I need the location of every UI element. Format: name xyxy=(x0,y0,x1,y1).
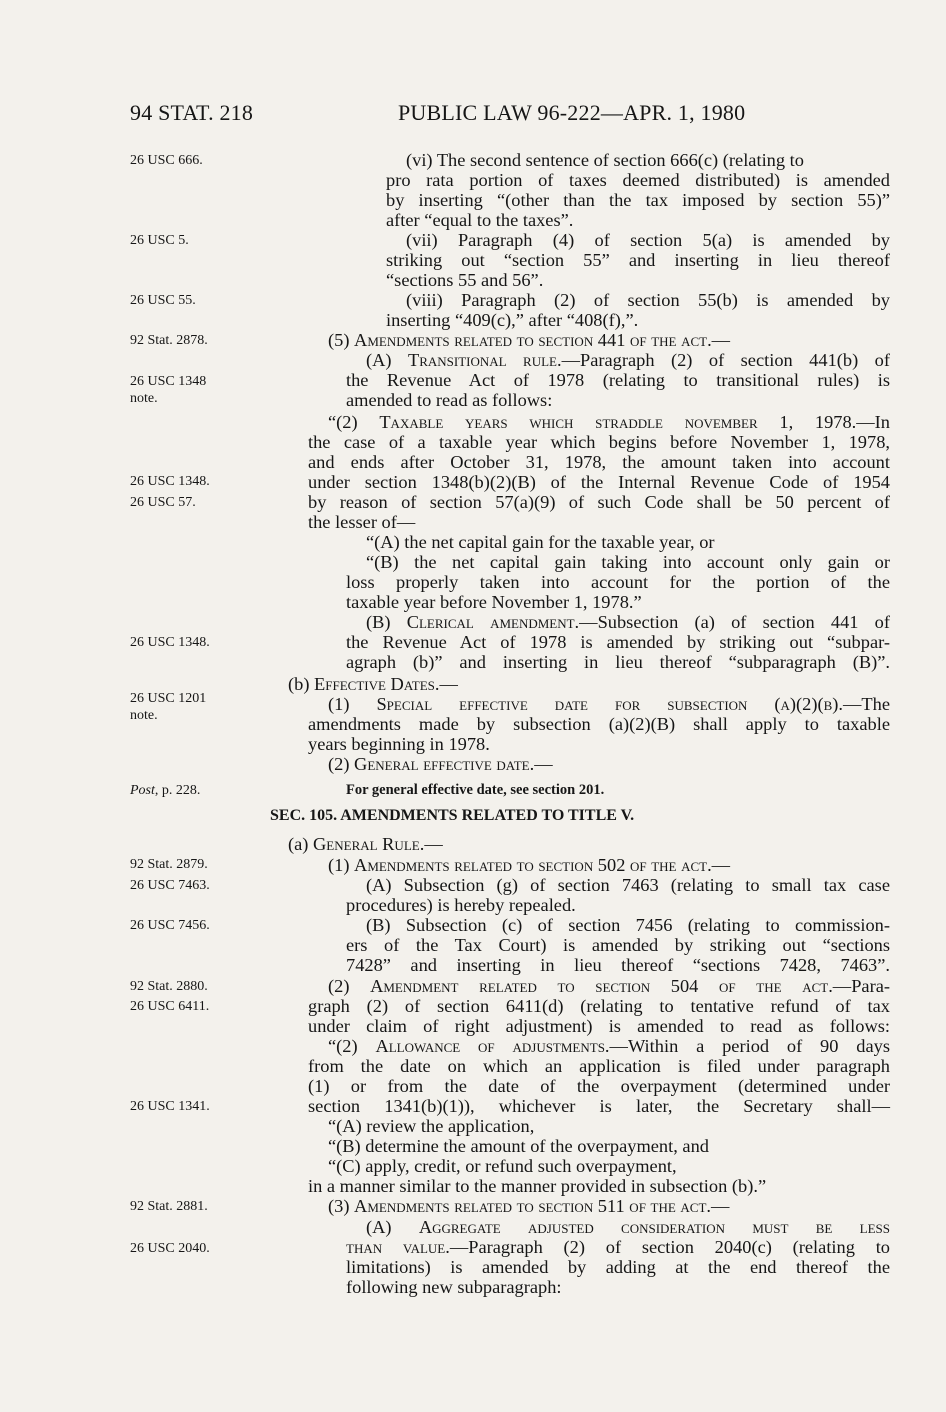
text-line: (A) Transitional rule.—Paragraph (2) of section 441(b) of xyxy=(366,350,890,370)
text-line: under section 1348(b)(2)(B) of the Internal Revenue Code of 1954 xyxy=(308,472,890,492)
margin-note: 92 Stat. 2881. xyxy=(130,1199,208,1214)
text-line: section 1341(b)(1)), whichever is later, the Secretary shall— xyxy=(308,1096,890,1116)
text-line: pro rata portion of taxes deemed distributed) is amended xyxy=(386,170,890,190)
paragraph-heading: (1) Amendments related to section 502 of the act.— xyxy=(328,855,731,875)
text-line: loss properly taken into account for the portion of the xyxy=(346,572,890,592)
margin-note: note. xyxy=(130,708,158,723)
text-line: under claim of right adjustment) is amended to read as follows: xyxy=(308,1016,890,1036)
text-line: years beginning in 1978. xyxy=(308,734,490,754)
section-heading: SEC. 105. AMENDMENTS RELATED TO TITLE V. xyxy=(270,807,635,824)
text-line: (1) or from the date of the overpayment (determined under xyxy=(308,1076,890,1096)
text-line: (A) Aggregate adjusted consideration must be less xyxy=(366,1217,890,1237)
subsection-heading: (b) Effective Dates.— xyxy=(288,674,458,694)
text-line: (B) Clerical amendment.—Subsection (a) of section 441 of xyxy=(366,612,890,632)
text-line: the case of a taxable year which begins before November 1, 1978, xyxy=(308,432,890,452)
margin-note: 26 USC 7456. xyxy=(130,918,210,933)
margin-note: 26 USC 57. xyxy=(130,495,196,510)
text-line: (viii) Paragraph (2) of section 55(b) is amended by xyxy=(406,290,890,310)
paragraph-heading: (5) Amendments related to section 441 of the act.— xyxy=(328,330,731,350)
margin-note: 26 USC 1201 xyxy=(130,691,207,706)
text-line: from the date on which an application is filed under paragraph xyxy=(308,1056,890,1076)
text-line: ers of the Tax Court) is amended by striking out “sections xyxy=(346,935,890,955)
text-line: (1) Special effective date for subsection (a)(2)(b).—The xyxy=(328,694,890,714)
margin-note: 26 USC 55. xyxy=(130,293,196,308)
text-line: following new subparagraph: xyxy=(346,1277,562,1297)
margin-note: 92 Stat. 2880. xyxy=(130,979,208,994)
text-line: taxable year before November 1, 1978.” xyxy=(346,592,642,612)
text-line: “(A) the net capital gain for the taxable year, or xyxy=(366,532,715,552)
text-line: and ends after October 31, 1978, the amount taken into account xyxy=(308,452,890,472)
text-line: amended to read as follows: xyxy=(346,390,553,410)
margin-note: 26 USC 5. xyxy=(130,233,189,248)
margin-note: 26 USC 6411. xyxy=(130,999,210,1014)
margin-note: note. xyxy=(130,391,158,406)
text-line: procedures) is hereby repealed. xyxy=(346,895,576,915)
margin-note-post: Post, p. 228. xyxy=(130,783,201,798)
text-line: in a manner similar to the manner provided in subsection (b).” xyxy=(308,1176,767,1196)
text-line: the lesser of— xyxy=(308,512,416,532)
subsection-heading: (a) General Rule.— xyxy=(288,834,443,854)
margin-note: 92 Stat. 2879. xyxy=(130,857,208,872)
text-line: by inserting “(other than the tax imposed by section 55)” xyxy=(386,190,890,210)
text-line: graph (2) of section 6411(d) (relating to tentative refund of tax xyxy=(308,996,890,1016)
running-head: PUBLIC LAW 96-222—APR. 1, 1980 xyxy=(398,100,746,125)
text-line: “sections 55 and 56”. xyxy=(386,270,544,290)
text-line: (vii) Paragraph (4) of section 5(a) is amended by xyxy=(406,230,890,250)
text-line: by reason of section 57(a)(9) of such Code shall be 50 percent of xyxy=(308,492,890,512)
text-line: “(C) apply, credit, or refund such overpayment, xyxy=(328,1156,677,1176)
text-line: than value.—Paragraph (2) of section 2040(c) (relating to xyxy=(346,1237,890,1257)
text-line: “(B) determine the amount of the overpayment, and xyxy=(328,1136,709,1156)
text-line: inserting “409(c),” after “408(f),”. xyxy=(386,310,639,330)
text-line: “(B) the net capital gain taking into account only gain or xyxy=(366,552,890,572)
text-line: “(A) review the application, xyxy=(328,1116,535,1136)
text-line: after “equal to the taxes”. xyxy=(386,210,574,230)
margin-note: 92 Stat. 2878. xyxy=(130,333,208,348)
margin-note: 26 USC 2040. xyxy=(130,1241,210,1256)
page-stat-number: 94 STAT. 218 xyxy=(130,100,254,125)
text-line: the Revenue Act of 1978 is amended by striking out “subpar- xyxy=(346,632,890,652)
margin-note: 26 USC 1348. xyxy=(130,474,210,489)
paragraph-heading: (3) Amendments related to section 511 of the act.— xyxy=(328,1196,730,1216)
text-line: (2) Amendment related to section 504 of the act.—Para- xyxy=(328,976,890,996)
text-line: striking out “section 55” and inserting in lieu thereof xyxy=(386,250,890,270)
text-line: limitations) is amended by adding at the end thereof the xyxy=(346,1257,890,1277)
text-line: (vi) The second sentence of section 666(c) (relating to xyxy=(406,150,804,170)
margin-note: 26 USC 7463. xyxy=(130,878,210,893)
text-line: (B) Subsection (c) of section 7456 (relating to commission- xyxy=(366,915,890,935)
text-line: (A) Subsection (g) of section 7463 (relating to small tax case xyxy=(366,875,890,895)
margin-note: 26 USC 666. xyxy=(130,153,203,168)
margin-note: 26 USC 1348 xyxy=(130,374,207,389)
text-line: 7428” and inserting in lieu thereof “sections 7428, 7463”. xyxy=(346,955,890,975)
text-line: the Revenue Act of 1978 (relating to transitional rules) is xyxy=(346,370,890,390)
margin-note: 26 USC 1348. xyxy=(130,635,210,650)
paragraph-heading: (2) General effective date.— xyxy=(328,754,553,774)
text-line: agraph (b)” and inserting in lieu thereof “subparagraph (B)”. xyxy=(346,652,890,672)
text-line: amendments made by subsection (a)(2)(B) shall apply to taxable xyxy=(308,714,890,734)
margin-note: 26 USC 1341. xyxy=(130,1099,210,1114)
text-line: “(2) Allowance of adjustments.—Within a period of 90 days xyxy=(328,1036,890,1056)
text-line: “(2) Taxable years which straddle november 1, 1978.—In xyxy=(328,412,890,432)
effective-date-note: For general effective date, see section 201. xyxy=(346,782,605,798)
